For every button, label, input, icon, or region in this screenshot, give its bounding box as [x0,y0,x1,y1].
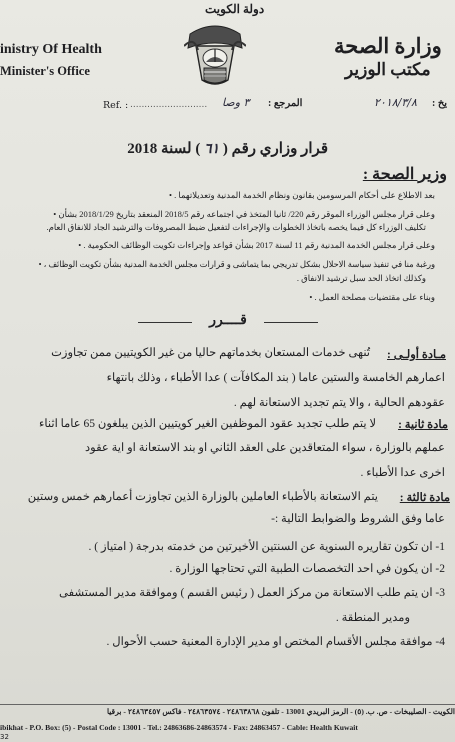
condition-3-line-1: 3- ان يتم طلب الاستعانة من مركز العمل ( رئيس القسم ) وموافقة مدير المستشفى [59,587,445,599]
issuer-heading: وزير الصحة : [362,166,447,183]
decree-number: ٦١ [204,141,220,157]
decree-title-prefix: قرار وزاري رقم ( [222,141,328,157]
office-name-arabic: مكتب الوزير [345,60,431,79]
office-name-english: Minister's Office [0,64,90,78]
article-1-label: مـادة أولـى : [387,349,446,361]
article-2-line-1: لا يتم طلب تجديد عقود الموظفين الغير كويتيين الذين يبلغون 65 عاما اثناء [38,418,376,430]
condition-3-line-2: ومدير المنطقة . [335,612,410,624]
decree-title [128,139,328,158]
date-label: يخ : [432,98,448,109]
preamble-line-7: وبناء على مقتضيات مصلحة العمل . • [309,292,435,302]
date-value: ٢٠١٨/٣/٨ [374,96,417,109]
preamble-line-3: تكليف الوزراء كل فيما يخصه باتخاذ الخطوات والإجراءات لتفعيل ضبط المصروفات والترشيد الجاد للانفاق العام. [46,222,426,232]
page-mark: 32 [0,733,9,741]
article-1-line-3: عقودهم الحالية ، والا يتم تجديد الاستعانة لهم . [233,397,445,409]
preamble-text-1: بعد الاطلاع على أحكام المرسومين بقانون ونظام الخدمة المدنية وتعديلاتهما . [174,190,435,200]
footer-english: ibikhat - P.O. Box: (5) - Postal Code : 13001 - Tel.: 24863686-24863574 - Fax: 24863457 - Cable: Health Kuwait [0,723,358,732]
preamble-line-4: وعلى قرار مجلس الخدمة المدنية رقم 11 لسنة 2017 بشأن قواعد وإجراءات تكويت الوظائف الحكومية . • [78,240,435,250]
preamble-line-5: ورغبة منا في تنفيذ سياسة الاحلال بشكل تدريجي بما يتماشى و قرارات مجلس الخدمة المدنية بشأن تكويت الوظائف ، • [38,260,435,269]
footer-arabic: الكويت - الصليبخات - ص. ب. (٥) - الرمز البريدي 13001 - تلفون ٢٤٨٦٣٨٦٨ - ٢٤٨٦٣٥٧٤ - فاكس ٢٤٨٦٣٤٥٧ - برقيا [106,707,455,716]
article-2-line-3: اخرى عدا الأطباء . [360,467,445,479]
preamble-text-5: ورغبة منا في تنفيذ سياسة الاحلال بشكل تدريجي بما يتماشى و قرارات مجلس الخدمة المدنية بشأن تكويت الوظائف ، [43,260,435,269]
reference-label-arabic: المرجع : [268,98,303,109]
reference-value: ٣ وصا [222,96,250,109]
decree-title-suffix: ) لسنة 2018 [127,141,201,157]
qarrar-rule-left [138,322,192,323]
article-3-line-1: يتم الاستعانة بالأطباء العاملين بالوزارة الذين تجاوزت أعمارهم خمس وستين [27,491,378,503]
state-name-arabic: دولة الكويت [205,2,265,16]
ref-dots: ........................... [130,100,208,110]
condition-1: 1- ان تكون تقاريره السنوية عن السنتين الأخيرتين من خدمته بدرجة ( امتياز ) . [88,541,445,553]
article-2-line-2: عملهم بالوزارة ، سواء المتعاقدين على العقد الثاني او بند الاستعانة او اية عقود [85,442,445,454]
qarrar-heading: قــــرر [209,313,247,328]
preamble-line-1: بعد الاطلاع على أحكام المرسومين بقانون ونظام الخدمة المدنية وتعديلاتهما . • [169,190,435,200]
preamble-text-4: وعلى قرار مجلس الخدمة المدنية رقم 11 لسنة 2017 بشأن قواعد وإجراءات تكويت الوظائف الحكومية . [83,240,435,250]
ministry-name-english: inistry Of Health [0,42,102,57]
preamble-line-6: وكذلك اتخاذ الحد سبل ترشيد الانفاق . [296,273,426,283]
article-3-line-2: عاما وفق الشروط والضوابط التالية :- [271,513,445,525]
article-1-line-1: تُنهى خدمات المستعان بخدماتهم حاليا من غير الكويتيين ممن تجاوزت [51,347,370,359]
article-1-line-2: اعمارهم الخامسة والستين عاما ( بند المكافآت ) عدا الأطباء ، وذلك بانتهاء [106,372,445,384]
ministry-name-arabic: وزارة الصحة [334,34,442,58]
article-2-label: مادة ثانية : [398,419,448,431]
preamble-text-2: وعلى قرار مجلس الوزراء الموقر رقم 220/ ثانيا المتخذ في اجتماعه رقم 2018/5 المنعقد بتاريخ 2018/1/29 بشأن [58,209,435,219]
condition-2: 2- ان يكون في احد التخصصات الطبية التي تحتاجها الوزارة . [169,563,445,575]
condition-4: 4- موافقة مجلس الأقسام المختص او مدير الإدارة المعنية حسب الأحوال . [106,636,445,648]
footer-divider [0,704,455,705]
preamble-line-2: وعلى قرار مجلس الوزراء الموقر رقم 220/ ثانيا المتخذ في اجتماعه رقم 2018/5 المنعقد بتاريخ 2018/1/29 بشأن • [53,209,435,219]
qarrar-rule-right [264,322,318,323]
kuwait-emblem-icon [184,16,246,88]
ref-label: Ref. : [103,100,129,111]
preamble-text-7: وبناء على مقتضيات مصلحة العمل . [314,292,435,302]
article-3-label: مادة ثالثة : [399,492,450,504]
